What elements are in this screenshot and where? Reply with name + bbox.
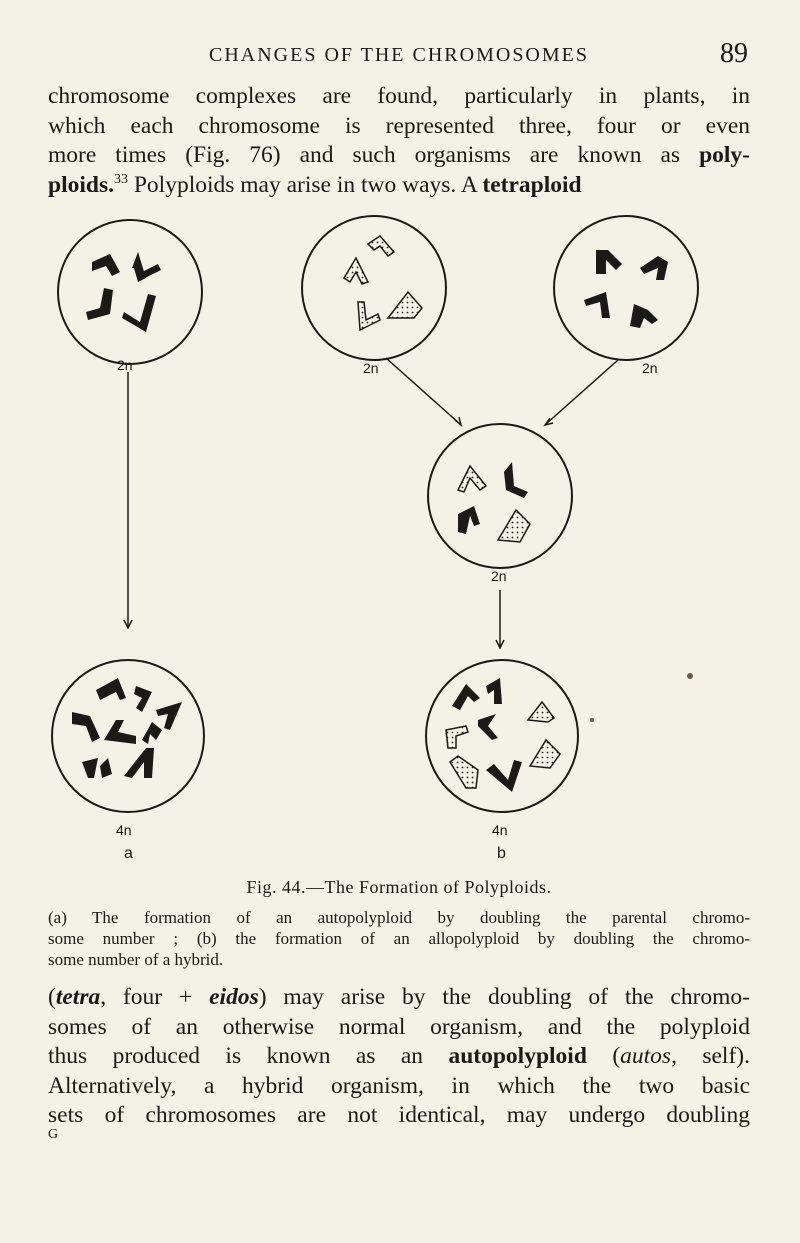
chromosome [96, 678, 126, 700]
chromosome [596, 250, 622, 274]
chromosome [452, 684, 480, 710]
term-polyploids-cont: ploids. [48, 171, 114, 198]
chromosome [498, 510, 530, 542]
chromosome [504, 462, 528, 498]
chromosome [156, 702, 182, 730]
speck [590, 718, 594, 722]
cell-b-parent-1 [302, 216, 446, 360]
label-b-hybrid: 2n [491, 568, 507, 584]
chromosome [584, 292, 610, 318]
chromosome [358, 302, 380, 330]
text-line: which each chromosome is represented three, four or even [48, 112, 750, 139]
chromosome [104, 720, 136, 744]
cell-a-parent [58, 220, 202, 364]
cell-b-allotetraploid [426, 660, 578, 812]
text-run: , self). [671, 1043, 750, 1069]
label-a-parent: 2n [117, 357, 133, 373]
cell-a-tetraploid [52, 660, 204, 812]
chromosome [92, 254, 120, 276]
caption-line: some number of a hybrid. [48, 950, 224, 969]
arrow-b-parent1 [386, 358, 460, 424]
chromosome [486, 760, 522, 792]
text-run: more times (Fig. 76) and such organisms are known as [48, 142, 700, 168]
chromosome [142, 722, 162, 744]
label-b-parent-1: 2n [363, 360, 379, 376]
text-run: Polyploids may arise in two ways. A [127, 171, 483, 198]
text-run: ) may arise by the doubling of the chromo- [258, 984, 751, 1010]
text-line: somes of an otherwise normal organism, and the polyploid [48, 1013, 750, 1040]
text-run: ( [586, 1043, 621, 1069]
text-line: chromosome complexes are found, particularly in plants, in [48, 83, 750, 109]
term-autopolyploid: autopolyploid [448, 1043, 587, 1069]
page-number: 89 [720, 38, 748, 69]
chromosome [486, 678, 502, 704]
text-run: ( [48, 984, 56, 1010]
arrow-b-parent2 [546, 360, 618, 424]
text-line [48, 1042, 750, 1072]
chromosome [450, 756, 478, 788]
term-tetra: tetra [55, 984, 101, 1010]
chromosome [530, 740, 560, 768]
term-polyploids: poly- [699, 142, 750, 168]
arrows [124, 358, 618, 648]
term-autos: autos [620, 1043, 672, 1069]
chromosome [368, 236, 394, 256]
footnote-ref: 33 [113, 171, 128, 187]
text-line [48, 983, 750, 1013]
text-run: , four + [100, 984, 210, 1010]
chromosome [72, 712, 100, 742]
chromosome [446, 726, 468, 748]
caption-line: some number ; (b) the formation of an allopolyploid by doubling the chromo- [48, 929, 750, 948]
chromosome [82, 758, 112, 778]
bottom-paragraph [48, 983, 750, 1131]
caption-body [48, 907, 750, 970]
chromosome [124, 748, 154, 778]
chromosome [132, 252, 161, 282]
label-b-allotetraploid: 4n [492, 822, 508, 838]
chromosome [528, 702, 554, 722]
text-line: Alternatively, a hybrid organism, in which the two basic [48, 1072, 750, 1099]
caption-title: Fig. 44.—The Formation of Polyploids. [246, 877, 552, 897]
panel-letter-b: b [497, 845, 506, 862]
label-b-parent-2: 2n [642, 360, 658, 376]
signature-mark: G [48, 1127, 59, 1142]
chromosome [344, 258, 368, 284]
chromosome [458, 506, 480, 534]
panel-letter-a: a [124, 845, 133, 862]
chromosome [630, 304, 658, 328]
term-eidos: eidos [209, 984, 259, 1010]
chromosome [86, 288, 113, 320]
cell-b-hybrid [428, 424, 572, 568]
chromosome [478, 714, 498, 740]
chromosome [458, 466, 486, 492]
term-tetraploid: tetraploid [482, 171, 582, 198]
text-run: thus produced is known as an [48, 1043, 449, 1069]
chromosome [388, 292, 422, 318]
speck [687, 673, 693, 679]
text-line: sets of chromosomes are not identical, may undergo doubling [48, 1102, 750, 1128]
cell-b-parent-2 [554, 216, 698, 360]
arrowhead [455, 417, 461, 425]
label-a-tetraploid: 4n [116, 822, 132, 838]
chromosome [122, 294, 156, 332]
caption-line: (a) The formation of an autopolyploid by doubling the parental chromo- [48, 908, 750, 927]
running-title: CHANGES OF THE CHROMOSOMES [208, 44, 590, 66]
chromosome [640, 256, 668, 280]
chromosome [134, 686, 152, 712]
